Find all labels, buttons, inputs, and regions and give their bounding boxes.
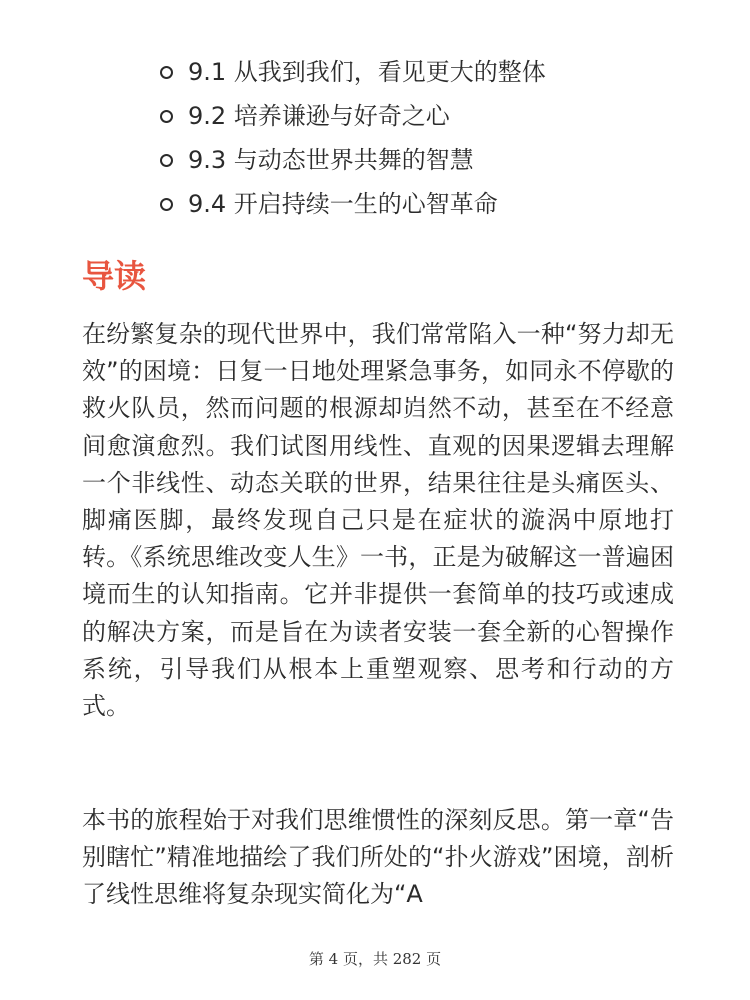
hollow-circle-bullet-icon xyxy=(160,110,173,123)
section-heading: 导读 xyxy=(82,257,147,295)
hollow-circle-bullet-icon xyxy=(160,154,173,167)
toc-item[interactable] xyxy=(160,94,546,138)
body-paragraph: 本书的旅程始于对我们思维惯性的深刻反思。第一章“告别瞎忙”精准地描绘了我们所处的“扑火游戏”困境，剖析了线性思维将复杂现实简化为“A xyxy=(82,806,674,909)
toc-item[interactable] xyxy=(160,138,546,182)
toc-item[interactable] xyxy=(160,182,546,226)
table-of-contents xyxy=(160,50,546,226)
toc-item-label: 9.4 开启持续一生的心智革命 xyxy=(188,190,498,218)
body-paragraph: 在纷繁复杂的现代世界中，我们常常陷入一种“努力却无效”的困境：日复一日地处理紧急事务，如同永不停歇的救火队员，然而问题的根源却岿然不动，甚至在不经意间愈演愈烈。我们试图用线性、直观的因果逻辑去理解一个非线性、动态关联的世界，结果往往是头痛医头、脚痛医脚，最终发现自己只是在症状的漩涡中原地打转。《系统思维改变人生》一书，正是为破解这一普遍困境而生的认知指南。它并非提供一套简单的技巧或速成的解决方案，而是旨在为读者安装一套全新的心智操作系统，引导我们从根本上重塑观察、思考和行动的方式。 xyxy=(82,320,674,721)
hollow-circle-bullet-icon xyxy=(160,198,173,211)
toc-item-label: 9.3 与动态世界共舞的智慧 xyxy=(188,146,474,174)
hollow-circle-bullet-icon xyxy=(160,66,173,79)
toc-item-label: 9.1 从我到我们，看见更大的整体 xyxy=(188,58,546,86)
toc-item-label: 9.2 培养谦逊与好奇之心 xyxy=(188,102,450,130)
toc-item[interactable] xyxy=(160,50,546,94)
page-number-footer: 第 4 页，共 282 页 xyxy=(308,950,442,968)
